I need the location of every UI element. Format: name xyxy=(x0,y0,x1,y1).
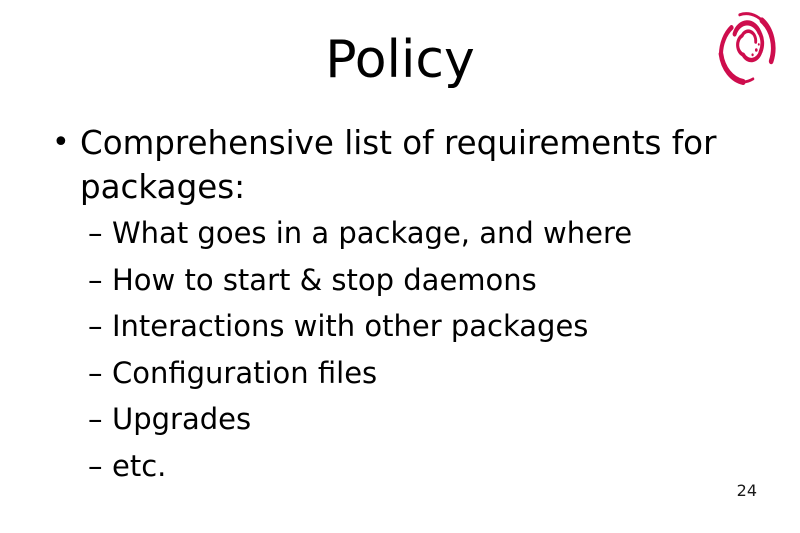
bullet-text: Comprehensive list of requirements for packages: xyxy=(80,124,717,206)
dash-marker: – xyxy=(88,309,103,343)
dash-marker: – xyxy=(88,262,103,297)
sub-bullet-item xyxy=(88,350,748,397)
sub-bullet-text: etc. xyxy=(112,448,167,483)
page-number: 24 xyxy=(736,481,757,500)
sub-bullet-list xyxy=(88,210,748,489)
sub-bullet-item xyxy=(88,210,748,257)
dash-marker: – xyxy=(88,448,103,483)
bullet-item xyxy=(52,121,752,209)
sub-bullet-item xyxy=(88,396,748,443)
bullet-marker: • xyxy=(52,125,70,160)
sub-bullet-text: Interactions with other packages xyxy=(112,309,589,343)
sub-bullet-item xyxy=(88,303,748,350)
sub-bullet-item xyxy=(88,443,748,490)
slide-title: Policy xyxy=(325,30,475,90)
sub-bullet-text: What goes in a package, and where xyxy=(112,216,633,250)
dash-marker: – xyxy=(88,402,103,436)
debian-swirl-icon xyxy=(716,10,778,90)
sub-bullet-text: How to start & stop daemons xyxy=(112,262,537,297)
dash-marker: – xyxy=(88,216,103,250)
swirl-strokes xyxy=(721,14,773,82)
sub-bullet-item xyxy=(88,257,748,304)
sub-bullet-text: Configuration files xyxy=(112,355,378,390)
dash-marker: – xyxy=(88,355,103,390)
sub-bullet-text: Upgrades xyxy=(112,402,252,436)
